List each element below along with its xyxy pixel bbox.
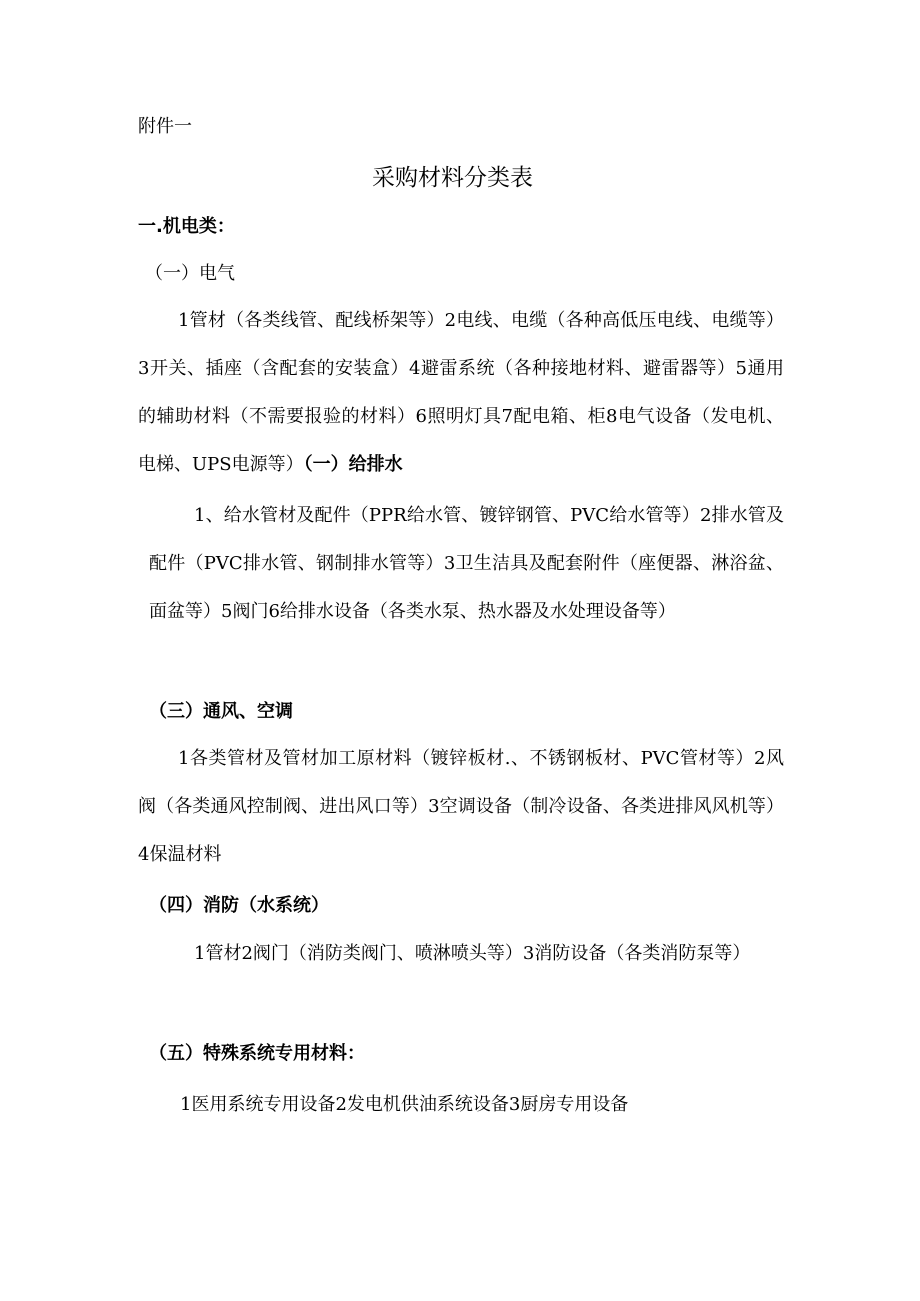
electrical-body xyxy=(138,297,784,489)
subsection-heading-fire: （四）消防（水系统） xyxy=(149,895,329,916)
attachment-label: 附件一 xyxy=(138,116,192,137)
page-title: 采购材料分类表 xyxy=(372,165,533,191)
subsection-heading-electrical: （一）电气 xyxy=(145,263,235,284)
subsection-heading-hvac: （三）通风、空调 xyxy=(149,701,293,722)
special-body: 1医用系统专用设备2发电机供油系统设备3厨房专用设备 xyxy=(180,1094,629,1115)
fire-body: 1管材2阀门（消防类阀门、喷淋喷头等）3消防设备（各类消防泵等） xyxy=(194,943,751,964)
plumbing-body: 1、给水管材及配件（PPR给水管、镀锌钢管、PVC给水管等）2排水管及配件（PVC排水管、钢制排水管等）3卫生洁具及配套附件（座便器、淋浴盆、面盆等）5阀门6给排水设备（各类水泵、热水器及水处理设备等） xyxy=(149,505,784,622)
subsection-heading-special: （五）特殊系统专用材料： xyxy=(149,1043,365,1064)
hvac-body: 1各类管材及管材加工原材料（镀锌板材.、不锈钢板材、PVC管材等）2风阀（各类通风控制阀、进出风口等）3空调设备（制冷设备、各类进排风风机等）4保温材料 xyxy=(138,748,784,865)
section-heading-mep: 一.机电类： xyxy=(138,216,235,237)
electrical-items: 1管材（各类线管、配线桥架等）2电线、电缆（各种高低压电线、电缆等）3开关、插座（含配套的安装盒）4避雷系统（各种接地材料、避雷器等）5通用的辅助材料（不需要报验的材料）6照明灯具7配电箱、柜8电气设备（发电机、电梯、UPS电源等） xyxy=(138,310,784,475)
subsection-heading-plumbing-inline: （一）给排水 xyxy=(303,454,403,475)
